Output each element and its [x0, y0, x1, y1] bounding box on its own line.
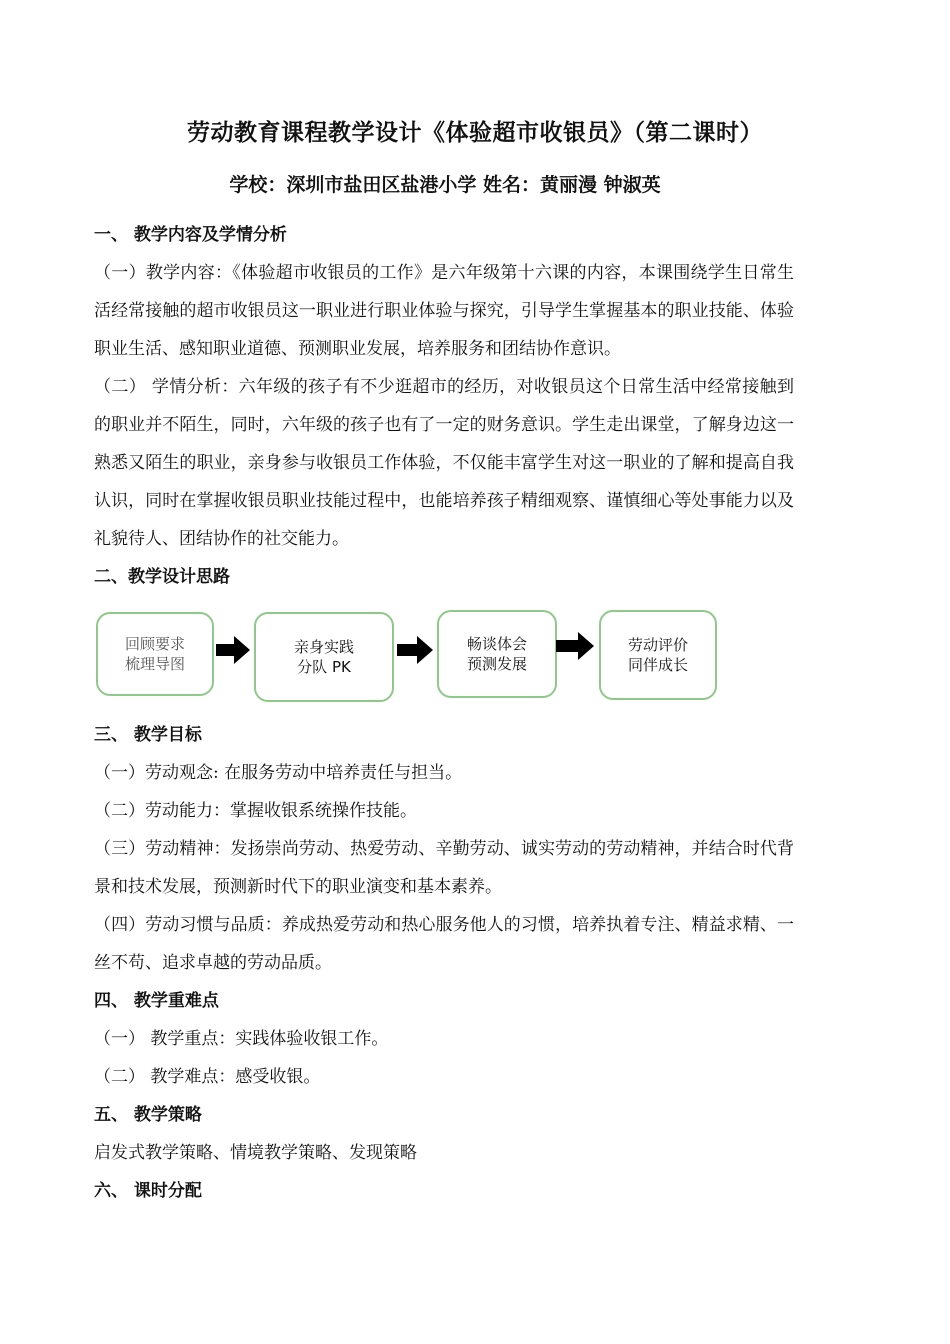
- flow-step-2: [254, 612, 394, 702]
- goal-labor-spirit: （三）劳动精神：发扬崇尚劳动、热爱劳动、辛勤劳动、诚实劳动的劳动精神，并结合时代背景和技术发展，预测新时代下的职业演变和基本素养。: [94, 839, 794, 897]
- document-title: 劳动教育课程教学设计《体验超市收银员》（第二课时）: [187, 120, 763, 146]
- document-subtitle: 学校：深圳市盐田区盐港小学 姓名：黄丽漫 钟淑英: [229, 174, 661, 196]
- flow-step-2-line1: 亲身实践: [293, 638, 354, 656]
- design-flow-diagram: [94, 596, 794, 716]
- flow-step-4: [599, 610, 717, 700]
- flow-step-4-line1: 劳动评价: [627, 636, 688, 654]
- difficult-point: （二） 教学难点：感受收银。: [94, 1067, 321, 1087]
- key-point: （一） 教学重点：实践体验收银工作。: [94, 1029, 389, 1049]
- flow-step-1: [96, 612, 214, 696]
- flow-step-4-line2: 同伴成长: [627, 656, 688, 674]
- section-heading-6: 六、 课时分配: [94, 1181, 202, 1201]
- flow-step-3: [437, 610, 557, 698]
- teaching-strategies: 启发式教学策略、情境教学策略、发现策略: [94, 1143, 417, 1163]
- flow-arrow-icon: [556, 632, 594, 660]
- section-heading-1: 一、 教学内容及学情分析: [94, 225, 287, 245]
- teaching-content-paragraph: （一）教学内容：《体验超市收银员的工作》是六年级第十六课的内容，本课围绕学生日常生活经常接触的超市收银员这一职业进行职业体验与探究，引导学生掌握基本的职业技能、体验职业生活、感知职业道德、预测职业发展，培养服务和团结协作意识。: [94, 263, 794, 359]
- goal-labor-ability: （二）劳动能力：掌握收银系统操作技能。: [94, 801, 417, 821]
- flow-step-2-line2: 分队 PK: [297, 658, 351, 676]
- section-heading-3: 三、 教学目标: [94, 725, 202, 745]
- goal-labor-habits: （四）劳动习惯与品质：养成热爱劳动和热心服务他人的习惯，培养执着专注、精益求精、一丝不苟、追求卓越的劳动品质。: [94, 915, 794, 973]
- goal-labor-concept: （一）劳动观念: 在服务劳动中培养责任与担当。: [94, 763, 463, 783]
- flow-arrow-icon: [397, 636, 433, 664]
- flow-step-1-line2: 梳理导图: [124, 655, 185, 673]
- section-heading-5: 五、 教学策略: [94, 1105, 202, 1125]
- section-heading-4: 四、 教学重难点: [94, 991, 219, 1011]
- flow-step-3-line2: 预测发展: [466, 655, 527, 673]
- document-body: [94, 216, 794, 1210]
- flow-step-1-line1: 回顾要求: [124, 635, 185, 653]
- flow-arrow-icon: [216, 636, 250, 664]
- flow-step-3-line1: 畅谈体会: [466, 635, 527, 653]
- section-heading-2: 二、教学设计思路: [94, 567, 230, 587]
- student-analysis-paragraph: （二） 学情分析：六年级的孩子有不少逛超市的经历，对收银员这个日常生活中经常接触到的职业并不陌生，同时，六年级的孩子也有了一定的财务意识。学生走出课堂，了解身边这一熟悉又陌生的职业，亲身参与收银员工作体验，不仅能丰富学生对这一职业的了解和提高自我认识，同时在掌握收银员职业技能过程中，也能培养孩子精细观察、谨慎细心等处事能力以及礼貌待人、团结协作的社交能力。: [94, 377, 794, 549]
